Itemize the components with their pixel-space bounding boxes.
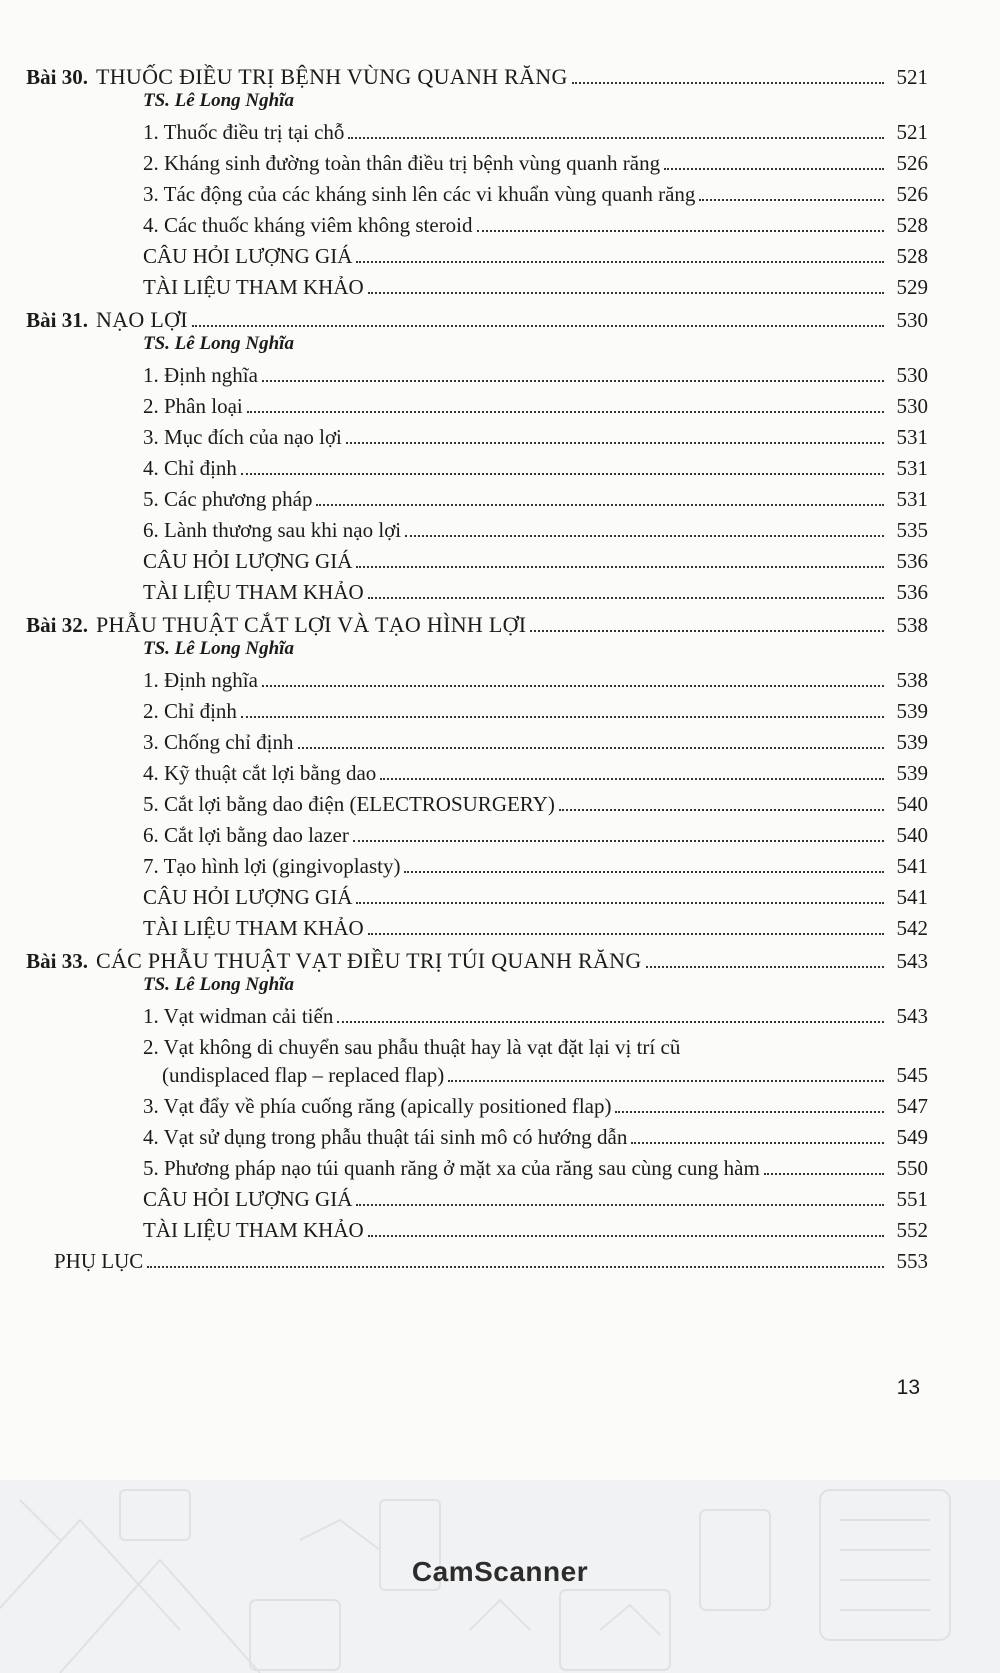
lesson-number: Bài 30. (26, 65, 88, 89)
dot-leader (241, 716, 884, 718)
entry-page-number: 543 (896, 1004, 928, 1028)
entry-title: TÀI LIỆU THAM KHẢO (143, 580, 364, 604)
entry-title: PHẪU THUẬT CẮT LỢI VÀ TẠO HÌNH LỢI (96, 612, 527, 637)
toc-row-sub (0, 237, 1000, 268)
dot-leader (477, 230, 884, 232)
toc-row-sub (0, 113, 1000, 144)
entry-title: 1. Thuốc điều trị tại chỗ (143, 120, 345, 144)
toc-row-sub (0, 449, 1000, 480)
toc-row-bai (0, 56, 1000, 89)
dot-leader (356, 566, 884, 568)
toc-row-bai (0, 940, 1000, 973)
entry-title: 2. Phân loại (143, 394, 243, 418)
entry-page-number: 526 (896, 151, 928, 175)
dot-leader (559, 809, 884, 811)
entry-title: 7. Tạo hình lợi (gingivoplasty) (143, 854, 401, 878)
toc-row-author (0, 89, 1000, 113)
dot-leader (337, 1021, 884, 1023)
toc-row-bai (0, 299, 1000, 332)
dot-leader (356, 261, 884, 263)
toc-row-sub (0, 175, 1000, 206)
entry-page-number: 552 (896, 1218, 928, 1242)
toc-row-sub (0, 997, 1000, 1028)
dot-leader (262, 380, 884, 382)
entry-page-number: 549 (896, 1125, 928, 1149)
dot-leader (368, 292, 884, 294)
toc-row-sub (0, 387, 1000, 418)
entry-page-number: 531 (896, 487, 928, 511)
toc-row-sub (0, 268, 1000, 299)
entry-title: 1. Vạt widman cải tiến (143, 1004, 334, 1028)
entry-title: 3. Vạt đẩy về phía cuống răng (apically positioned flap) (143, 1094, 612, 1118)
entry-page-number: 539 (896, 730, 928, 754)
entry-title: 6. Cắt lợi bằng dao lazer (143, 823, 349, 847)
dot-leader (404, 871, 884, 873)
lesson-number: Bài 31. (26, 308, 88, 332)
toc-row-sub (0, 542, 1000, 573)
entry-page-number: 536 (896, 549, 928, 573)
entry-page-number: 550 (896, 1156, 928, 1180)
entry-page-number: 531 (896, 425, 928, 449)
entry-page-number: 521 (896, 120, 928, 144)
dot-leader (298, 747, 885, 749)
entry-page-number: 538 (896, 668, 928, 692)
entry-page-number: 542 (896, 916, 928, 940)
entry-page-number: 543 (896, 949, 928, 973)
toc-row-sub (0, 1211, 1000, 1242)
entry-page-number: 540 (896, 792, 928, 816)
entry-title: 2. Kháng sinh đường toàn thân điều trị bệnh vùng quanh răng (143, 151, 661, 175)
dot-leader (353, 840, 884, 842)
entry-title: 2. Vạt không di chuyển sau phẫu thuật hay là vạt đặt lại vị trí cũ (143, 1035, 681, 1059)
entry-title: 4. Vạt sử dụng trong phẫu thuật tái sinh mô có hướng dẫn (143, 1125, 628, 1149)
toc-row-sub (0, 480, 1000, 511)
author-name: TS. Lê Long Nghĩa (143, 974, 294, 995)
dot-leader (572, 82, 884, 84)
dot-leader (368, 933, 884, 935)
entry-title: 4. Kỹ thuật cắt lợi bằng dao (143, 761, 377, 785)
entry-page-number: 528 (896, 213, 928, 237)
toc-row-sub (0, 785, 1000, 816)
entry-page-number: 551 (896, 1187, 928, 1211)
entry-page-number: 553 (896, 1249, 928, 1273)
entry-page-number: 531 (896, 456, 928, 480)
toc-row-sub (0, 816, 1000, 847)
entry-page-number: 541 (896, 885, 928, 909)
entry-page-number: 535 (896, 518, 928, 542)
entry-title: CÂU HỎI LƯỢNG GIÁ (143, 549, 353, 573)
entry-title: THUỐC ĐIỀU TRỊ BỆNH VÙNG QUANH RĂNG (96, 64, 568, 89)
toc-row-sub (0, 1118, 1000, 1149)
entry-title: 3. Tác động của các kháng sinh lên các vi khuẩn vùng quanh răng (143, 182, 696, 206)
toc-row-sub (0, 692, 1000, 723)
toc-row-sub (0, 1149, 1000, 1180)
entry-page-number: 530 (896, 308, 928, 332)
dot-leader (530, 630, 884, 632)
entry-title: 4. Các thuốc kháng viêm không steroid (143, 213, 473, 237)
entry-page-number: 530 (896, 363, 928, 387)
camscanner-footer (0, 1480, 1000, 1673)
entry-title: 1. Định nghĩa (143, 668, 258, 692)
lesson-number: Bài 32. (26, 613, 88, 637)
entry-title: TÀI LIỆU THAM KHẢO (143, 275, 364, 299)
dot-leader (192, 325, 884, 327)
entry-title: 6. Lành thương sau khi nạo lợi (143, 518, 402, 542)
entry-title: CÂU HỎI LƯỢNG GIÁ (143, 885, 353, 909)
toc-row-author (0, 973, 1000, 997)
dot-leader (346, 442, 884, 444)
toc-row-sub (0, 573, 1000, 604)
toc-row-sub (0, 144, 1000, 175)
dot-leader (646, 966, 884, 968)
toc-row-plain (0, 1242, 1000, 1273)
dot-leader (405, 535, 884, 537)
entry-page-number: 536 (896, 580, 928, 604)
entry-page-number: 540 (896, 823, 928, 847)
entry-title: 5. Các phương pháp (143, 487, 313, 511)
dot-leader (368, 597, 884, 599)
entry-title: CÂU HỎI LƯỢNG GIÁ (143, 1187, 353, 1211)
entry-page-number: 539 (896, 761, 928, 785)
entry-title: 5. Cắt lợi bằng dao điện (ELECTROSURGERY) (143, 792, 555, 816)
dot-leader (448, 1080, 884, 1082)
toc-row-sub (0, 847, 1000, 878)
camscanner-brand: CamScanner (411, 1556, 589, 1587)
dot-leader (368, 1235, 884, 1237)
dot-leader (356, 902, 884, 904)
toc-row-sub (0, 206, 1000, 237)
dot-leader (316, 504, 884, 506)
dot-leader (764, 1173, 884, 1175)
table-of-contents (0, 56, 1000, 1273)
entry-title: TÀI LIỆU THAM KHẢO (143, 1218, 364, 1242)
entry-title: 2. Chỉ định (143, 699, 237, 723)
toc-row-sub (0, 511, 1000, 542)
entry-title: 3. Chống chỉ định (143, 730, 294, 754)
toc-row-author (0, 332, 1000, 356)
dot-leader (380, 778, 884, 780)
author-name: TS. Lê Long Nghĩa (143, 333, 294, 354)
dot-leader (147, 1266, 884, 1268)
entry-page-number: 541 (896, 854, 928, 878)
toc-row-sub (0, 909, 1000, 940)
entry-page-number: 530 (896, 394, 928, 418)
entry-page-number: 526 (896, 182, 928, 206)
dot-leader (699, 199, 884, 201)
dot-leader (247, 411, 884, 413)
toc-row-sub (0, 356, 1000, 387)
entry-page-number: 547 (896, 1094, 928, 1118)
entry-page-number: 529 (896, 275, 928, 299)
toc-row-sub (0, 878, 1000, 909)
toc-row-sub (0, 1087, 1000, 1118)
entry-title: 5. Phương pháp nạo túi quanh răng ở mặt xa của răng sau cùng cung hàm (143, 1156, 760, 1180)
dot-leader (631, 1142, 884, 1144)
entry-page-number: 539 (896, 699, 928, 723)
toc-row-line (0, 1028, 1000, 1059)
lesson-number: Bài 33. (26, 949, 88, 973)
toc-row-author (0, 637, 1000, 661)
dot-leader (241, 473, 884, 475)
dot-leader (262, 685, 884, 687)
toc-row-sub (0, 418, 1000, 449)
entry-title: (undisplaced flap – replaced flap) (162, 1063, 445, 1087)
dot-leader (615, 1111, 884, 1113)
entry-title: CÁC PHẪU THUẬT VẠT ĐIỀU TRỊ TÚI QUANH RĂNG (96, 948, 642, 973)
entry-page-number: 521 (896, 65, 928, 89)
dot-leader (664, 168, 884, 170)
dot-leader (356, 1204, 884, 1206)
toc-row-sub (0, 661, 1000, 692)
entry-title: TÀI LIỆU THAM KHẢO (143, 916, 364, 940)
toc-row-sub (0, 754, 1000, 785)
entry-title: PHỤ LỤC (54, 1249, 144, 1273)
entry-title: 3. Mục đích của nạo lợi (143, 425, 342, 449)
author-name: TS. Lê Long Nghĩa (143, 638, 294, 659)
page-number: 13 (896, 1376, 920, 1399)
toc-row-bai (0, 604, 1000, 637)
entry-page-number: 538 (896, 613, 928, 637)
toc-row-cont (0, 1059, 1000, 1087)
author-name: TS. Lê Long Nghĩa (143, 90, 294, 111)
dot-leader (348, 137, 884, 139)
entry-page-number: 528 (896, 244, 928, 268)
entry-page-number: 545 (896, 1063, 928, 1087)
entry-title: CÂU HỎI LƯỢNG GIÁ (143, 244, 353, 268)
toc-row-sub (0, 723, 1000, 754)
toc-row-sub (0, 1180, 1000, 1211)
entry-title: NẠO LỢI (96, 307, 188, 332)
entry-title: 4. Chỉ định (143, 456, 237, 480)
entry-title: 1. Định nghĩa (143, 363, 258, 387)
